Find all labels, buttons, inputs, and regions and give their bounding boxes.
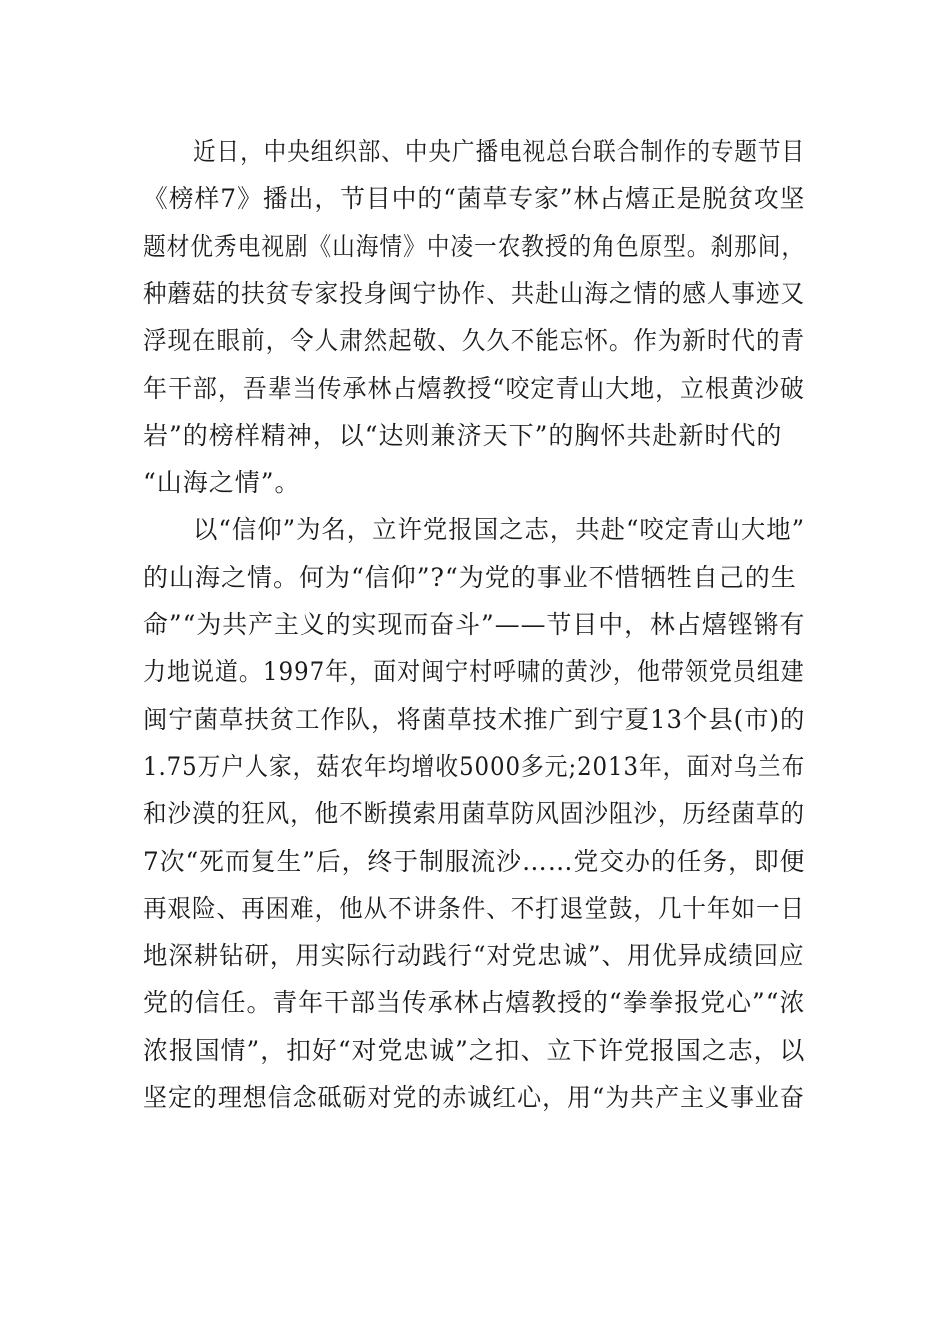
paragraph-1-line: 题材优秀电视剧《山海情》中凌一农教授的角色原型。刹那间， bbox=[143, 232, 805, 261]
paragraph-2-line: 再艰险、再困难，他从不讲条件、不打退堂鼓，几十年如一日 bbox=[143, 894, 806, 923]
paragraph-1-line: 年干部，吾辈当传承林占熺教授“咬定青山大地，立根黄沙破 bbox=[143, 374, 805, 403]
paragraph-2-line: 7次“死而复生”后，终于制服流沙……党交办的任务，即便 bbox=[143, 847, 806, 876]
paragraph-2-line: 的山海之情。何为“信仰”?“为党的事业不惜牺牲自己的生 bbox=[143, 563, 797, 592]
paragraph-2-line: 以“信仰”为名，立许党报国之志，共赴“咬定青山大地” bbox=[193, 515, 806, 544]
paragraph-2-line: 1.75万户人家，菇农年均增收5000多元;2013年，面对乌兰布 bbox=[143, 752, 806, 781]
paragraph-2-line: 力地说道。1997年，面对闽宁村呼啸的黄沙，他带领党员组建 bbox=[143, 657, 805, 686]
paragraph-2-line: 党的信任。青年干部当传承林占熺教授的“拳拳报党心”“浓 bbox=[143, 988, 806, 1017]
paragraph-1-line: 《榜样7》播出，节目中的“菌草专家”林占熺正是脱贫攻坚 bbox=[143, 184, 806, 213]
paragraph-1-line: “山海之情”。 bbox=[143, 468, 301, 497]
paragraph-2-line: 坚定的理想信念砥砺对党的赤诚红心，用“为共产主义事业奋 bbox=[143, 1083, 805, 1112]
paragraph-1-line: 近日，中央组织部、中央广播电视总台联合制作的专题节目 bbox=[193, 137, 805, 166]
paragraph-1-line: 岩”的榜样精神，以“达则兼济天下”的胸怀共赴新时代的 bbox=[143, 421, 783, 450]
paragraph-2-line: 命”“为共产主义的实现而奋斗”——节目中，林占熺铿锵有 bbox=[143, 610, 806, 639]
paragraph-2-line: 和沙漠的狂风，他不断摸索用菌草防风固沙阻沙，历经菌草的 bbox=[143, 799, 806, 828]
paragraph-2-line: 地深耕钻研，用实际行动践行“对党忠诚”、用优异成绩回应 bbox=[143, 941, 805, 970]
paragraph-1-line: 浮现在眼前，令人肃然起敬、久久不能忘怀。作为新时代的青 bbox=[143, 326, 806, 355]
paragraph-2-line: 闽宁菌草扶贫工作队，将菌草技术推广到宁夏13个县(市)的 bbox=[143, 705, 806, 734]
paragraph-1-line: 种蘑菇的扶贫专家投身闽宁协作、共赴山海之情的感人事迹又 bbox=[143, 279, 806, 308]
paragraph-2-line: 浓报国情”，扣好“对党忠诚”之扣、立下许党报国之志，以 bbox=[143, 1036, 806, 1065]
